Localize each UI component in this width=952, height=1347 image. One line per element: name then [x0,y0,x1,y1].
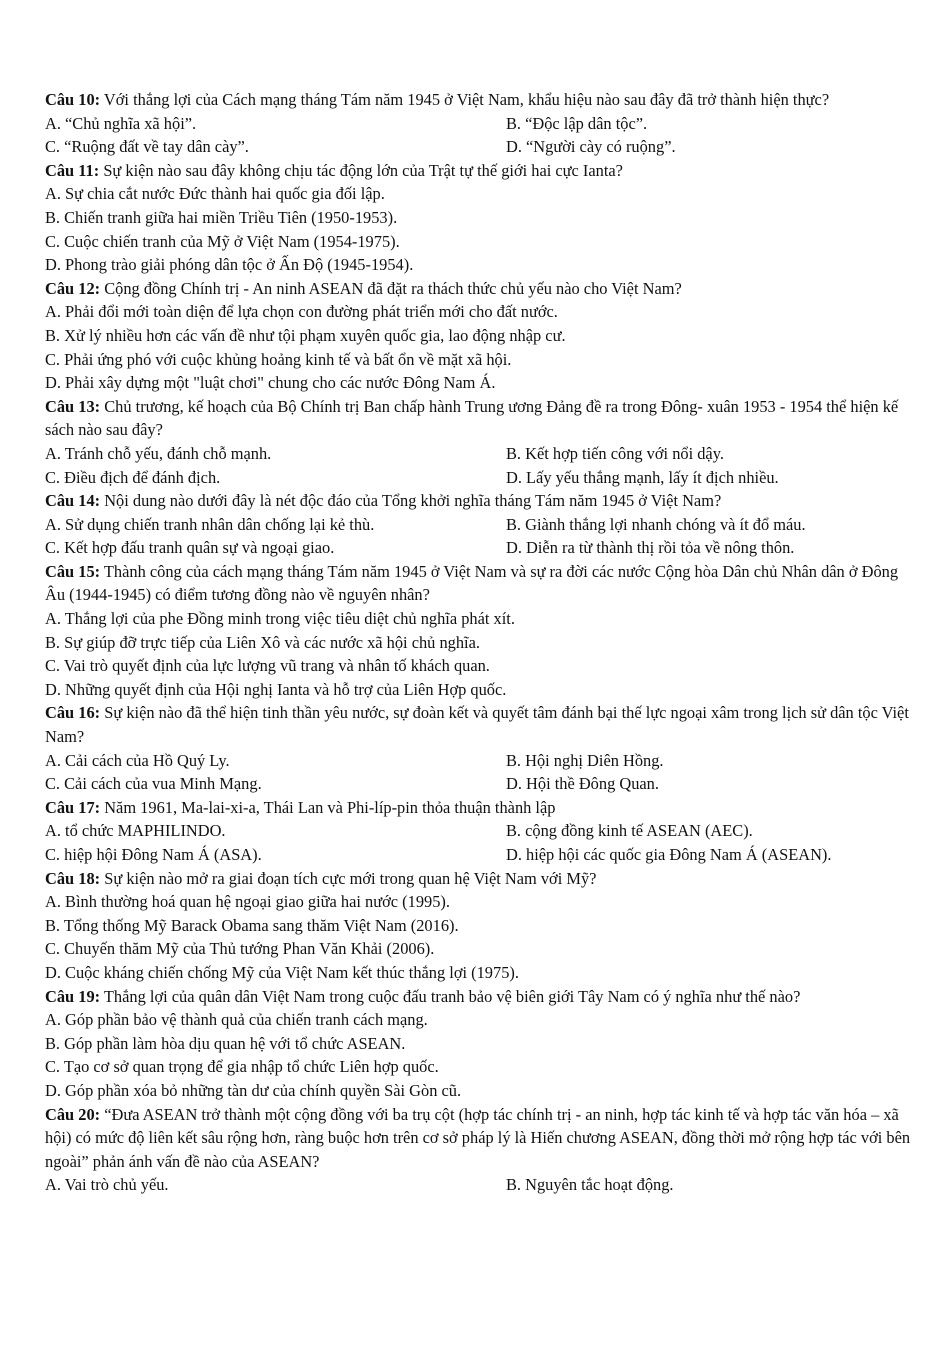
question-13 [45,395,912,489]
question-stem [45,489,912,513]
option-d: D. Góp phần xóa bỏ những tàn dư của chính quyền Sài Gòn cũ. [45,1080,462,1100]
question-text: Chủ trương, kế hoạch của Bộ Chính trị Ban chấp hành Trung ương Đảng đề ra trong Đông- xuân 1953 - 1954 thể hiện kế sách nào sau đây? [45,396,899,440]
question-stem [45,277,912,301]
question-text: Với thắng lợi của Cách mạng tháng Tám năm 1945 ở Việt Nam, khẩu hiệu nào sau đây đã trở thành hiện thực? [103,90,830,109]
option-d: D. hiệp hội các quốc gia Đông Nam Á (ASEAN). [506,845,832,864]
option-c: C. Cải cách của vua Minh Mạng. [45,774,262,794]
option-c: C. Kết hợp đấu tranh quân sự và ngoại giao. [45,538,335,558]
option-a: A. Tránh chỗ yếu, đánh chỗ mạnh. [45,443,272,463]
option-b: B. Giành thắng lợi nhanh chóng và ít đổ máu. [506,514,806,534]
option-a: A. Cải cách của Hồ Quý Ly. [45,750,230,770]
option-b: B. Hội nghị Diên Hồng. [506,750,664,770]
option-row [45,536,912,560]
question-20 [45,1103,912,1197]
option-d: D. “Người cày có ruộng”. [506,137,676,157]
option-d: D. Hội thề Đông Quan. [506,774,659,794]
question-stem [45,701,912,748]
option-c: C. hiệp hội Đông Nam Á (ASA). [45,845,262,864]
question-text: “Đưa ASEAN trở thành một cộng đồng với ba trụ cột (hợp tác chính trị - an ninh, hợp tác kinh tế và hợp tác văn hóa – xã hội) có mức độ liên kết sâu rộng hơn, ràng buộc hơn trên cơ sở pháp lý là Hiến chương ASEAN, đồng thời mở rộng hợp tác với bên ngoài” phản ánh vấn đề nào của ASEAN? [45,1104,911,1171]
option-row [45,466,912,490]
option-a: A. Sử dụng chiến tranh nhân dân chống lại kẻ thù. [45,514,375,534]
option-row [45,819,912,843]
question-number: Câu 20: [45,1104,101,1124]
question-stem [45,1103,912,1174]
question-19 [45,985,912,1103]
option-a: A. Thắng lợi của phe Đồng minh trong việc tiêu diệt chủ nghĩa phát xít. [45,609,515,629]
option-c: C. Phải ứng phó với cuộc khủng hoảng kinh tế và bất ổn về mặt xã hội. [45,349,512,369]
option-b: B. cộng đồng kinh tế ASEAN (AEC). [506,821,753,841]
question-number: Câu 17: [45,797,101,817]
option-b: B. Chiến tranh giữa hai miền Triều Tiên (1950-1953). [45,207,398,227]
question-stem [45,985,912,1009]
question-stem [45,159,912,183]
question-stem [45,796,912,820]
question-10 [45,88,912,159]
question-text: Thành công của cách mạng tháng Tám năm 1945 ở Việt Nam và sự ra đời các nước Cộng hòa Dân chủ Nhân dân ở Đông Âu (1944-1945) có điểm tương đồng nào về nguyên nhân? [45,561,899,605]
option-c: C. Cuộc chiến tranh của Mỹ ở Việt Nam (1954-1975). [45,231,400,251]
question-12 [45,277,912,395]
question-stem [45,395,912,442]
option-a: A. Vai trò chủ yếu. [45,1175,169,1195]
option-b: B. Góp phần làm hòa dịu quan hệ với tổ chức ASEAN. [45,1033,406,1053]
question-text: Sự kiện nào mở ra giai đoạn tích cực mới trong quan hệ Việt Nam với Mỹ? [104,868,597,888]
question-17 [45,796,912,867]
option-a: A. Sự chia cắt nước Đức thành hai quốc gia đối lập. [45,184,385,204]
question-number: Câu 19: [45,986,101,1006]
option-d: D. Những quyết định của Hội nghị Ianta và hỗ trợ của Liên Hợp quốc. [45,679,507,699]
question-number: Câu 11: [45,160,100,180]
option-d: D. Lấy yếu thắng mạnh, lấy ít địch nhiều. [506,467,779,487]
option-a: A. “Chủ nghĩa xã hội”. [45,113,197,133]
question-text: Sự kiện nào đã thể hiện tinh thần yêu nước, sự đoàn kết và quyết tâm đánh bại thế lực ngoại xâm trong lịch sử dân tộc Việt Nam? [45,703,909,747]
question-11 [45,159,912,277]
option-row [45,1173,912,1197]
question-14 [45,489,912,560]
question-text: Sự kiện nào sau đây không chịu tác động lớn của Trật tự thế giới hai cực Ianta? [103,160,623,180]
option-row [45,513,912,537]
question-number: Câu 16: [45,703,101,723]
option-row [45,442,912,466]
option-a: A. Góp phần bảo vệ thành quả của chiến tranh cách mạng. [45,1010,428,1030]
question-15 [45,560,912,702]
question-number: Câu 13: [45,396,101,416]
question-stem [45,560,912,607]
question-text: Thắng lợi của quân dân Việt Nam trong cuộc đấu tranh bảo vệ biên giới Tây Nam có ý nghĩa như thế nào? [103,986,801,1006]
option-row [45,112,912,136]
option-b: B. Kết hợp tiến công với nổi dậy. [506,443,724,463]
option-b: B. Tổng thống Mỹ Barack Obama sang thăm Việt Nam (2016). [45,915,459,935]
option-b: B. “Độc lập dân tộc”. [506,113,648,133]
question-stem [45,867,912,891]
option-c: C. Chuyến thăm Mỹ của Thủ tướng Phan Văn Khải (2006). [45,939,435,959]
option-row [45,843,912,867]
option-a: A. tổ chức MAPHILINDO. [45,821,226,841]
question-number: Câu 14: [45,491,101,511]
option-d: D. Cuộc kháng chiến chống Mỹ của Việt Nam kết thúc thắng lợi (1975). [45,962,519,982]
question-number: Câu 10: [45,90,101,109]
option-c: C. Điều địch để đánh địch. [45,467,221,487]
option-row [45,749,912,773]
option-a: A. Bình thường hoá quan hệ ngoại giao giữa hai nước (1995). [45,892,450,912]
question-18 [45,867,912,985]
question-number: Câu 12: [45,278,101,298]
option-b: B. Nguyên tắc hoạt động. [506,1175,674,1195]
question-text: Cộng đồng Chính trị - An ninh ASEAN đã đặt ra thách thức chủ yếu nào cho Việt Nam? [104,278,682,298]
option-b: B. Sự giúp đỡ trực tiếp của Liên Xô và các nước xã hội chủ nghĩa. [45,632,480,652]
question-text: Nội dung nào dưới đây là nét độc đáo của Tổng khởi nghĩa tháng Tám năm 1945 ở Việt Nam? [104,491,722,511]
question-16 [45,701,912,795]
option-row [45,135,912,159]
question-number: Câu 15: [45,561,101,581]
option-d: D. Phong trào giải phóng dân tộc ở Ấn Độ (1945-1954). [45,255,414,275]
option-c: C. “Ruộng đất về tay dân cày”. [45,137,249,157]
option-a: A. Phải đổi mới toàn diện để lựa chọn con đường phát triển mới cho đất nước. [45,302,558,322]
option-d: D. Phải xây dựng một "luật chơi" chung cho các nước Đông Nam Á. [45,373,496,393]
question-text: Năm 1961, Ma-lai-xi-a, Thái Lan và Phi-líp-pin thỏa thuận thành lập [104,797,556,817]
option-d: D. Diễn ra từ thành thị rồi tỏa về nông thôn. [506,538,795,558]
option-c: C. Vai trò quyết định của lực lượng vũ trang và nhân tố khách quan. [45,656,490,676]
question-stem [45,88,912,112]
option-c: C. Tạo cơ sở quan trọng để gia nhập tổ chức Liên hợp quốc. [45,1057,439,1077]
option-row [45,772,912,796]
question-number: Câu 18: [45,868,101,888]
option-b: B. Xử lý nhiều hơn các vấn đề như tội phạm xuyên quốc gia, lao động nhập cư. [45,325,566,345]
